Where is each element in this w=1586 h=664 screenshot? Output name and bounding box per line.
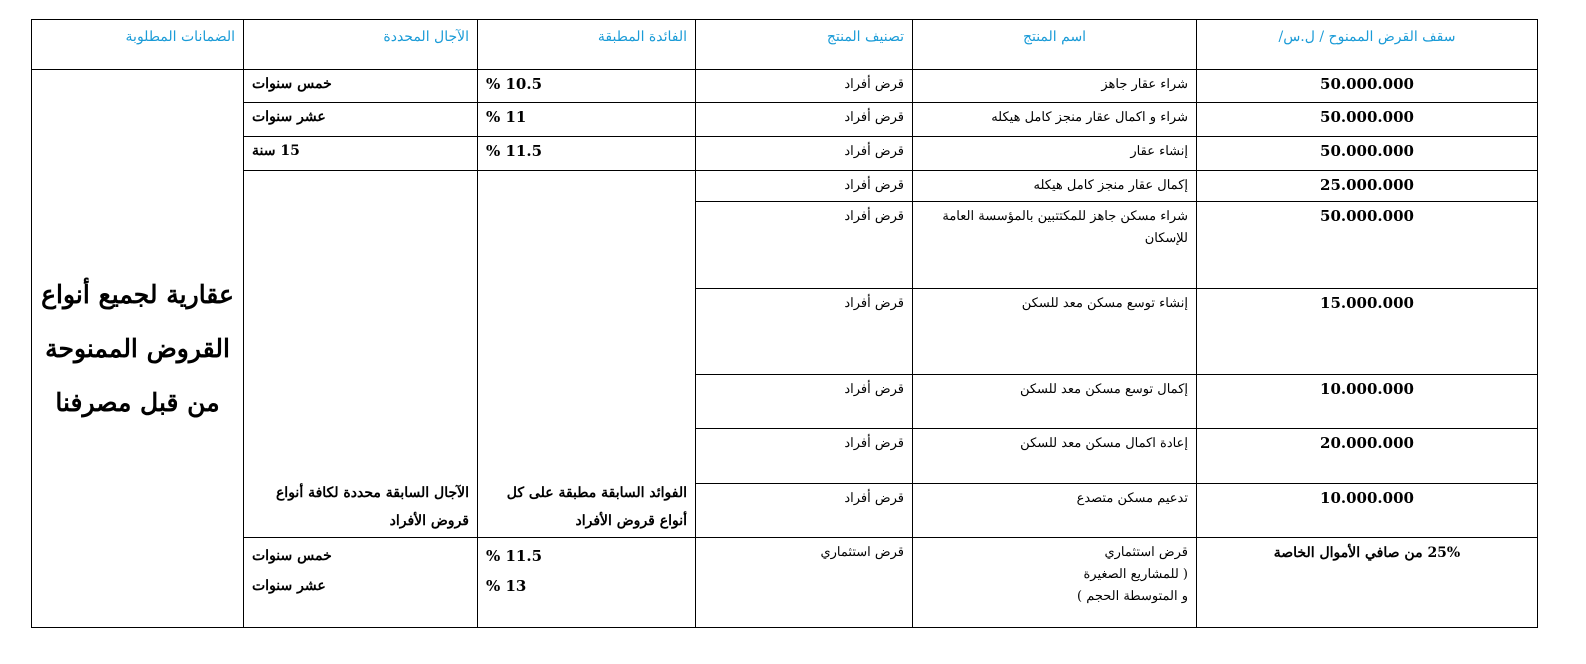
investment-amount: 25% من صافي الأموال الخاصة (1197, 538, 1538, 628)
interest-rate: 11.5 % (478, 137, 696, 171)
loan-term: 15 سنة (244, 137, 478, 171)
table-row (32, 103, 1538, 137)
product-name: إنشاء توسع مسكن معد للسكن (913, 289, 1197, 375)
table-row (32, 137, 1538, 171)
product-class: قرض أفراد (696, 375, 913, 429)
header-row (32, 20, 1538, 70)
product-class: قرض أفراد (696, 484, 913, 538)
product-class: قرض أفراد (696, 137, 913, 171)
product-name: شراء و اكمال عقار منجز كامل هيكله (913, 103, 1197, 137)
investment-class: قرض استثماري (696, 538, 913, 628)
investment-name-line: قرض استثماري (1104, 545, 1188, 560)
investment-row (32, 538, 1538, 628)
loan-term: عشر سنوات (252, 578, 326, 594)
investment-product-name (913, 538, 1197, 628)
header-interest: الفائدة المطبقة (478, 20, 696, 70)
loan-term: عشر سنوات (244, 103, 478, 137)
investment-terms (244, 538, 478, 628)
loan-products-table (31, 19, 1538, 628)
product-class: قرض أفراد (696, 429, 913, 484)
interest-note: الفوائد السابقة مطبقة على كل أنواع قروض الأفراد (478, 171, 696, 538)
product-class: قرض أفراد (696, 171, 913, 202)
interest-rate: 11 % (478, 103, 696, 137)
investment-name-line: و المتوسطة الحجم ) (1076, 589, 1188, 604)
header-loan-ceiling: سقف القرض الممنوح / ل.س/ (1197, 20, 1538, 70)
interest-rate: 10.5 % (478, 70, 696, 103)
product-name: تدعيم مسكن متصدع (913, 484, 1197, 538)
loan-amount: 50.000.000 (1197, 137, 1538, 171)
product-name: شراء عقار جاهز (913, 70, 1197, 103)
investment-name-line: ( للمشاريع الصغيرة (1083, 567, 1188, 582)
product-class: قرض أفراد (696, 202, 913, 289)
header-product-class: تصنيف المنتج (696, 20, 913, 70)
table-row (32, 171, 1538, 202)
header-terms: الآجال المحددة (244, 20, 478, 70)
header-product-name: اسم المنتج (913, 20, 1197, 70)
loan-amount: 50.000.000 (1197, 70, 1538, 103)
loan-term: خمس سنوات (252, 548, 332, 564)
guarantee-text: عقارية لجميع أنواع القروض الممنوحة من قبل مصرفنا (32, 70, 244, 628)
product-class: قرض أفراد (696, 103, 913, 137)
product-name: إكمال توسع مسكن معد للسكن (913, 375, 1197, 429)
header-guarantees: الضمانات المطلوبة (32, 20, 244, 70)
loan-amount: 25.000.000 (1197, 171, 1538, 202)
product-name: شراء مسكن جاهز للمكتتبين بالمؤسسة العامة للإسكان (913, 202, 1197, 289)
loan-amount: 10.000.000 (1197, 375, 1538, 429)
interest-rate: 11.5 % (486, 547, 543, 565)
loan-term: خمس سنوات (244, 70, 478, 103)
product-name: إكمال عقار منجز كامل هيكله (913, 171, 1197, 202)
terms-note: الآجال السابقة محددة لكافة أنواع قروض الأفراد (244, 171, 478, 538)
loan-amount: 20.000.000 (1197, 429, 1538, 484)
loan-amount: 10.000.000 (1197, 484, 1538, 538)
product-class: قرض أفراد (696, 70, 913, 103)
loan-amount: 50.000.000 (1197, 103, 1538, 137)
investment-rates (478, 538, 696, 628)
table-row (32, 70, 1538, 103)
product-name: إعادة اكمال مسكن معد للسكن (913, 429, 1197, 484)
product-name: إنشاء عقار (913, 137, 1197, 171)
loan-amount: 50.000.000 (1197, 202, 1538, 289)
product-class: قرض أفراد (696, 289, 913, 375)
loan-amount: 15.000.000 (1197, 289, 1538, 375)
interest-rate: 13 % (486, 577, 527, 595)
